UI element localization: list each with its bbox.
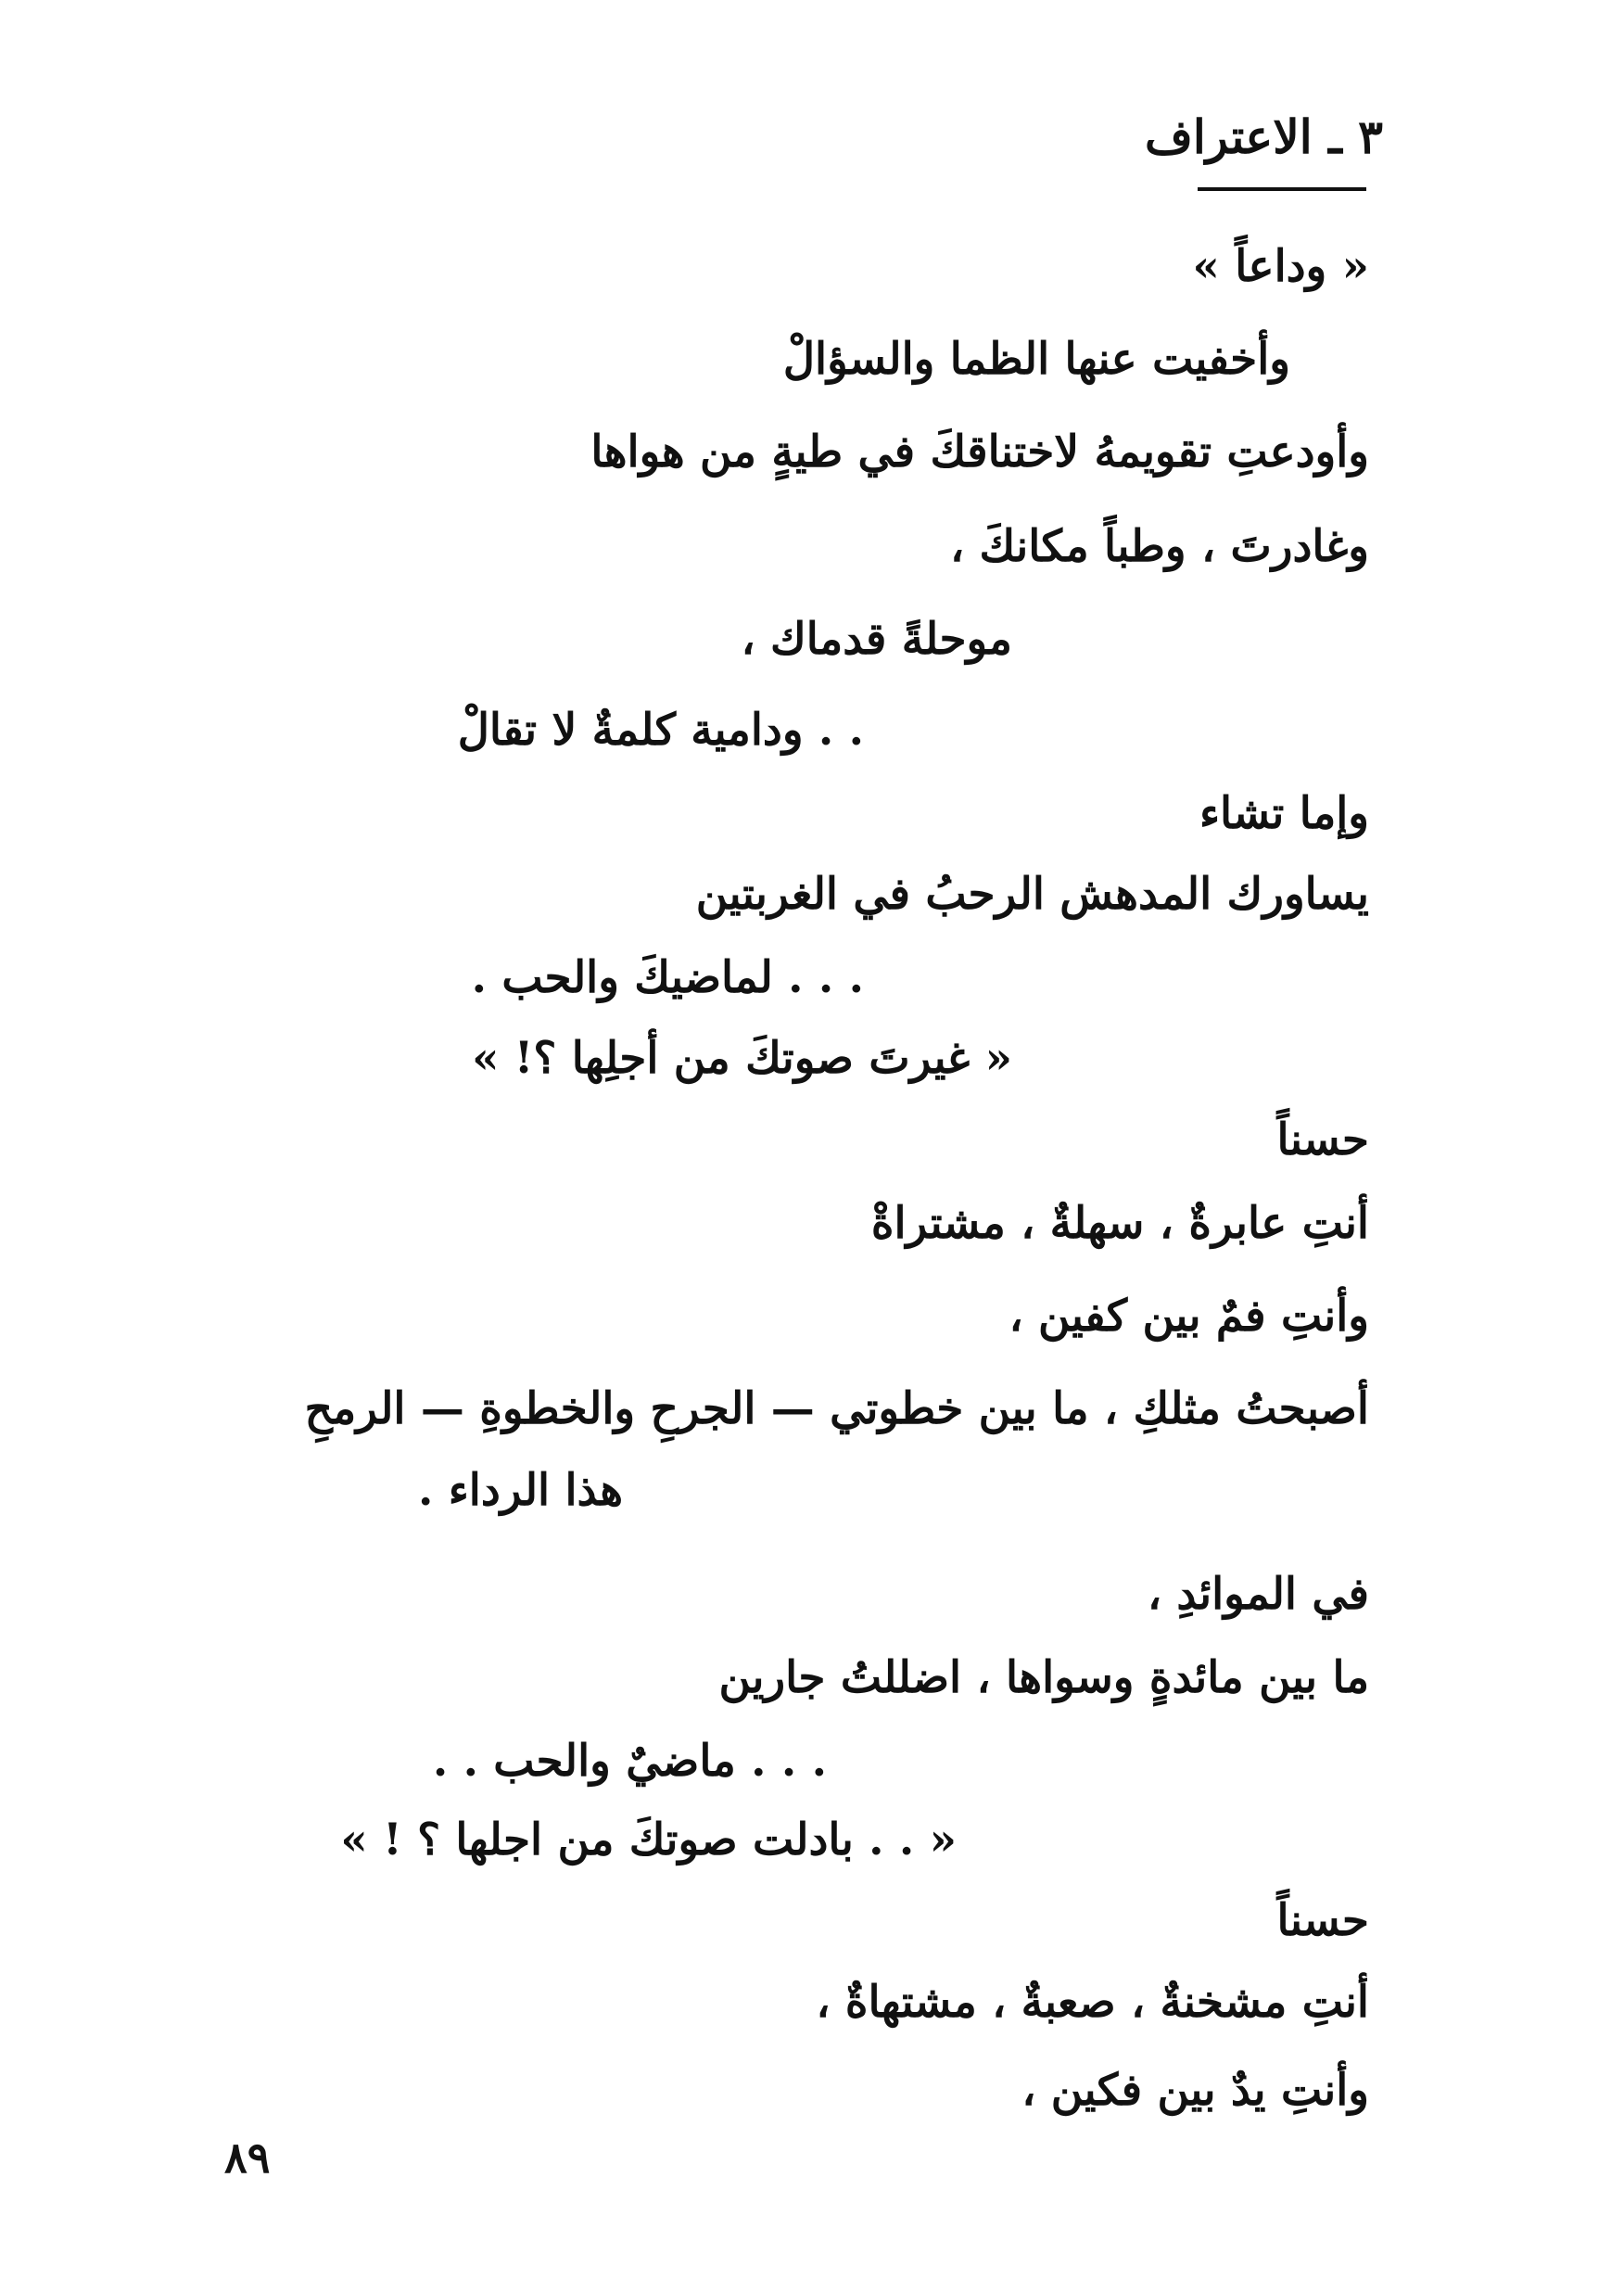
poem-line-11: حسناً <box>1276 1114 1369 1165</box>
poem-line-18: . . . ماضيٌ والحب . . <box>432 1736 827 1787</box>
poem-line-16: في الموائدِ ، <box>1147 1569 1369 1620</box>
page-number: ٨٩ <box>224 2133 271 2183</box>
poem-line-9: . . . لماضيكَ والحب . <box>471 952 864 1003</box>
poem-line-4: وغادرتَ ، وطباً مكانكَ ، <box>949 521 1369 572</box>
poem-line-6: . . ودامية كلمةٌ لا تقالْ <box>457 705 864 756</box>
poem-line-21: أنتِ مشخنةٌ ، صعبةٌ ، مشتهاةٌ ، <box>816 1977 1369 2028</box>
poem-line-19: « . . بادلت صوتكَ من اجلها ؟ ! » <box>340 1814 957 1865</box>
section-title: ٣ ـ الاعتراف <box>1145 109 1383 164</box>
poem-line-15: هذا الرداء . <box>417 1465 623 1516</box>
poem-line-12: أنتِ عابرةٌ ، سهلةٌ ، مشتراةْ <box>870 1198 1369 1249</box>
poem-line-10: « غيرتَ صوتكَ من أجلِها ؟! » <box>472 1033 1012 1084</box>
poem-line-22: وأنتِ يدٌ بين فكين ، <box>1021 2065 1369 2116</box>
poem-line-5: موحلةً قدماك ، <box>741 614 1012 665</box>
title-underline <box>1198 187 1366 191</box>
poem-line-3: وأودعتِ تقويمهُ لاختناقكَ في طيةٍ من هواها <box>590 427 1369 478</box>
poem-line-20: حسناً <box>1276 1895 1369 1946</box>
poem-line-13: وأنتِ فمٌ بين كفين ، <box>1009 1291 1369 1342</box>
poem-line-1: « وداعاً » <box>1192 241 1369 292</box>
poem-line-14: أصبحتُ مثلكِ ، ما بين خطوتي — الجرحِ والخطوةِ — الرمحِ <box>304 1383 1369 1434</box>
poem-line-7: وإما تشاء <box>1199 788 1369 839</box>
poem-line-2: وأخفيت عنها الظما والسؤالْ <box>782 334 1290 385</box>
poem-line-8: يساورك المدهش الرحبُ في الغربتين <box>695 869 1369 920</box>
poem-line-17: ما بين مائدةٍ وسواها ، اضللتُ جارين <box>718 1652 1369 1703</box>
